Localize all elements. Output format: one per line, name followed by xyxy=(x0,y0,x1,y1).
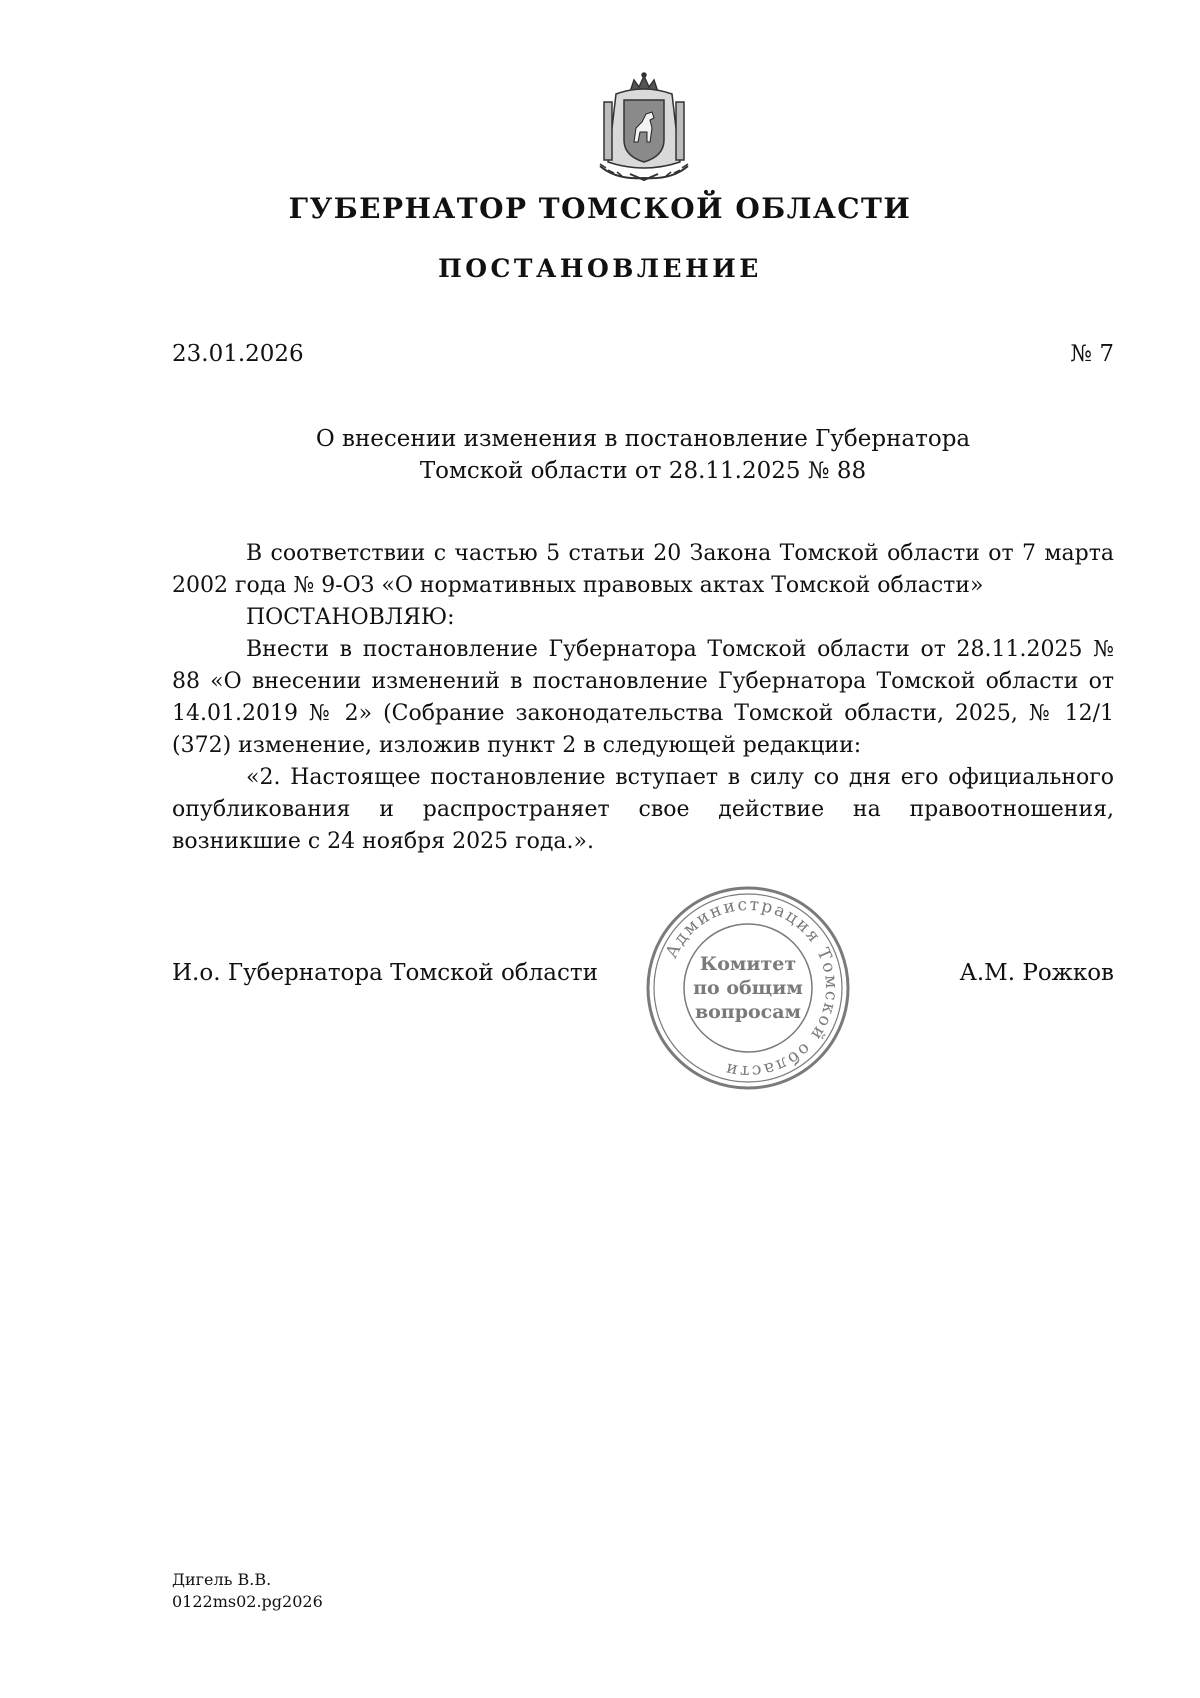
official-stamp xyxy=(642,882,854,1094)
document-type: ПОСТАНОВЛЕНИЕ xyxy=(438,254,762,283)
title-line-2: Томской области от 28.11.2025 № 88 xyxy=(419,458,867,484)
stamp-center-line-3: вопросам xyxy=(694,1001,802,1023)
body-paragraph-amendment: Внести в постановление Губернатора Томской области от 28.11.2025 № 88 «О внесении изменений в постановление Губернатора Томской области от 14.01.2019 № 2» (Собрание законодательства Томской области, 2025, № 12/1 (372) изменение, изложив пункт 2 в следующей редакции: xyxy=(172,637,1114,758)
executor-name: Дигель В.В. xyxy=(172,1570,272,1589)
document-title xyxy=(172,423,1114,487)
stamp-center-line-2: по общим xyxy=(693,977,803,999)
title-line-1: О внесении изменения в постановление Губернатора xyxy=(315,426,971,452)
stamp-center-line-1: Комитет xyxy=(699,953,797,975)
document-body xyxy=(172,538,1114,858)
coat-of-arms-emblem xyxy=(586,70,702,184)
file-code: 0122ms02.pg2026 xyxy=(172,1592,323,1611)
signer-position: И.о. Губернатора Томской области xyxy=(172,960,598,986)
document-date: 23.01.2026 xyxy=(172,341,304,367)
executor-footer xyxy=(172,1569,323,1613)
body-paragraph-new-clause: «2. Настоящее постановление вступает в силу со дня его официального опубликования и распространяет свое действие на правоотношения, возникшие с 24 ноября 2025 года.». xyxy=(172,765,1114,854)
stamp-ring-text: Администрация Томской области xyxy=(661,894,842,1082)
signer-name: А.М. Рожков xyxy=(959,960,1114,986)
issuing-authority: ГУБЕРНАТОР ТОМСКОЙ ОБЛАСТИ xyxy=(288,192,912,225)
body-paragraph-basis: В соответствии с частью 5 статьи 20 Закона Томской области от 7 марта 2002 года № 9-ОЗ «О нормативных правовых актах Томской области» xyxy=(172,541,1114,598)
body-paragraph-decree: ПОСТАНОВЛЯЮ: xyxy=(246,605,455,630)
document-number: № 7 xyxy=(1070,341,1114,367)
